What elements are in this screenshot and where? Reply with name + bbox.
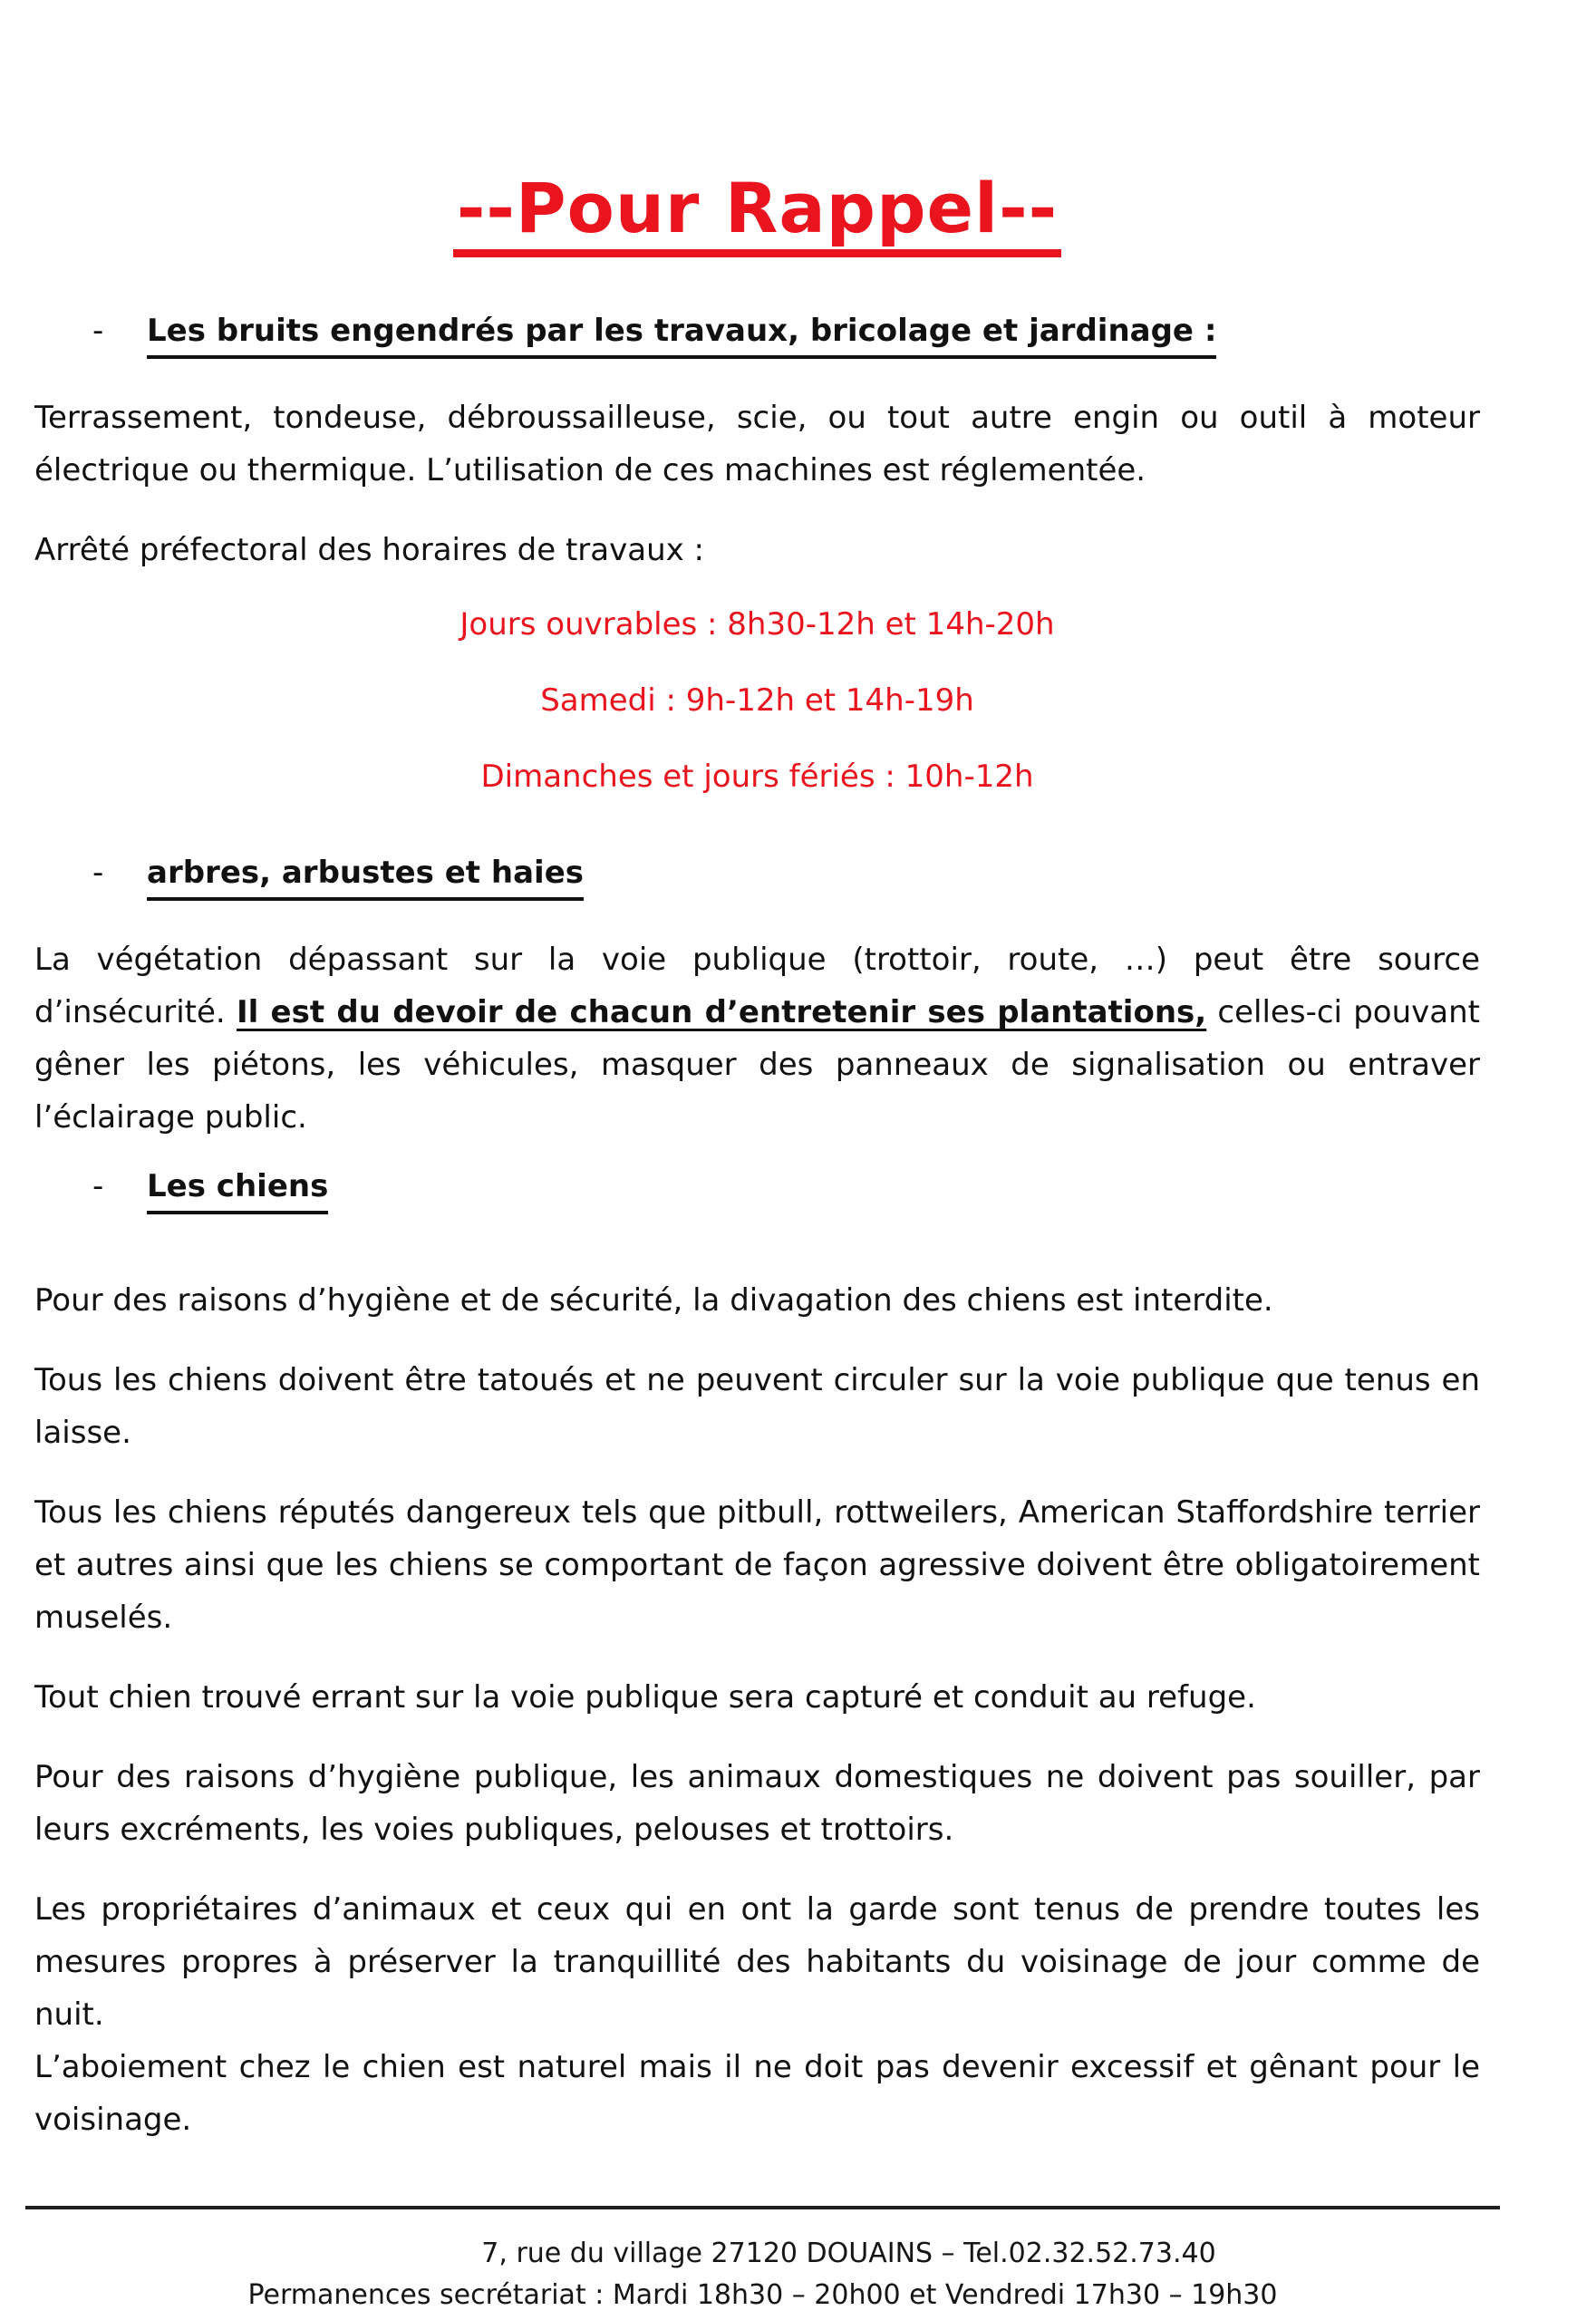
vegetation-text-pre: La végétation dépassant sur la voie publique (trottoir, route, …) peut être source d’insécurité. [34,942,1480,1031]
paragraph-excrements: Pour des raisons d’hygiène publique, les animaux domestiques ne doivent pas souiller, par leurs excréments, les voies publiques, pelouses et trottoirs. [34,1759,1480,1849]
hours-dimanches: Dimanches et jours fériés : 10h-12h [480,759,1034,796]
paragraph-tatoues: Tous les chiens doivent être tatoués et ne peuvent circuler sur la voie publique que tenus en laisse. [34,1362,1480,1452]
paragraph-chien-errant: Tout chien trouvé errant sur la voie publique sera capturé et conduit au refuge. [34,1679,1256,1716]
section-heading-chiens [34,1165,1480,1214]
section-heading-arbres [34,852,1480,901]
heading-chiens-label: Les chiens [147,1165,328,1214]
heading-arbres-label: arbres, arbustes et haies [147,852,584,901]
paragraph-aboiement: L’aboiement chez le chien est naturel mais il ne doit pas devenir excessif et gênant pour le voisinage. [34,2049,1480,2139]
page-title-text: --Pour Rappel-- [453,169,1061,257]
hours-jours-ouvrables: Jours ouvrables : 8h30-12h et 14h-20h [459,606,1055,643]
paragraph-arrete-prefectoral: Arrêté préfectoral des horaires de travaux : [34,532,705,569]
paragraph-vegetation [34,933,1480,1144]
heading-bruits-label: Les bruits engendrés par les travaux, bricolage et jardinage : [147,310,1216,359]
vegetation-text-post: celles-ci pouvant gêner les piétons, les véhicules, masquer des panneaux de signalisation ou entraver l’éclairage public. [34,994,1480,1136]
page-title [34,169,1480,257]
paragraph-divagation: Pour des raisons d’hygiène et de sécurité, la divagation des chiens est interdite. [34,1282,1273,1320]
vegetation-text-bold: Il est du devoir de chacun d’entretenir ses plantations, [236,994,1207,1031]
list-dash-icon: - [92,1168,104,1205]
paragraph-proprietaires: Les propriétaires d’animaux et ceux qui en ont la garde sont tenus de prendre toutes les mesures propres à préserver la tranquillité des habitants du voisinage de jour comme de nuit. [34,1891,1480,2034]
footer-address: 7, rue du village 27120 DOUAINS – Tel.02.32.52.73.40 [481,2238,1216,2269]
footer-permanences: Permanences secrétariat : Mardi 18h30 – 20h00 et Vendredi 17h30 – 19h30 [247,2279,1278,2311]
paragraph-terrassement: Terrassement, tondeuse, débroussailleuse, scie, ou tout autre engin ou outil à moteur électrique ou thermique. L’utilisation de ces machines est réglementée. [34,400,1480,489]
list-dash-icon: - [92,313,104,350]
page-footer [25,2206,1500,2316]
hours-samedi: Samedi : 9h-12h et 14h-19h [540,682,974,720]
section-heading-bruits [34,310,1480,359]
list-dash-icon: - [92,855,104,892]
paragraph-chiens-dangereux: Tous les chiens réputés dangereux tels que pitbull, rottweilers, American Staffordshire terrier et autres ainsi que les chiens se comportant de façon agressive doivent être obligatoirement muselés. [34,1494,1480,1637]
